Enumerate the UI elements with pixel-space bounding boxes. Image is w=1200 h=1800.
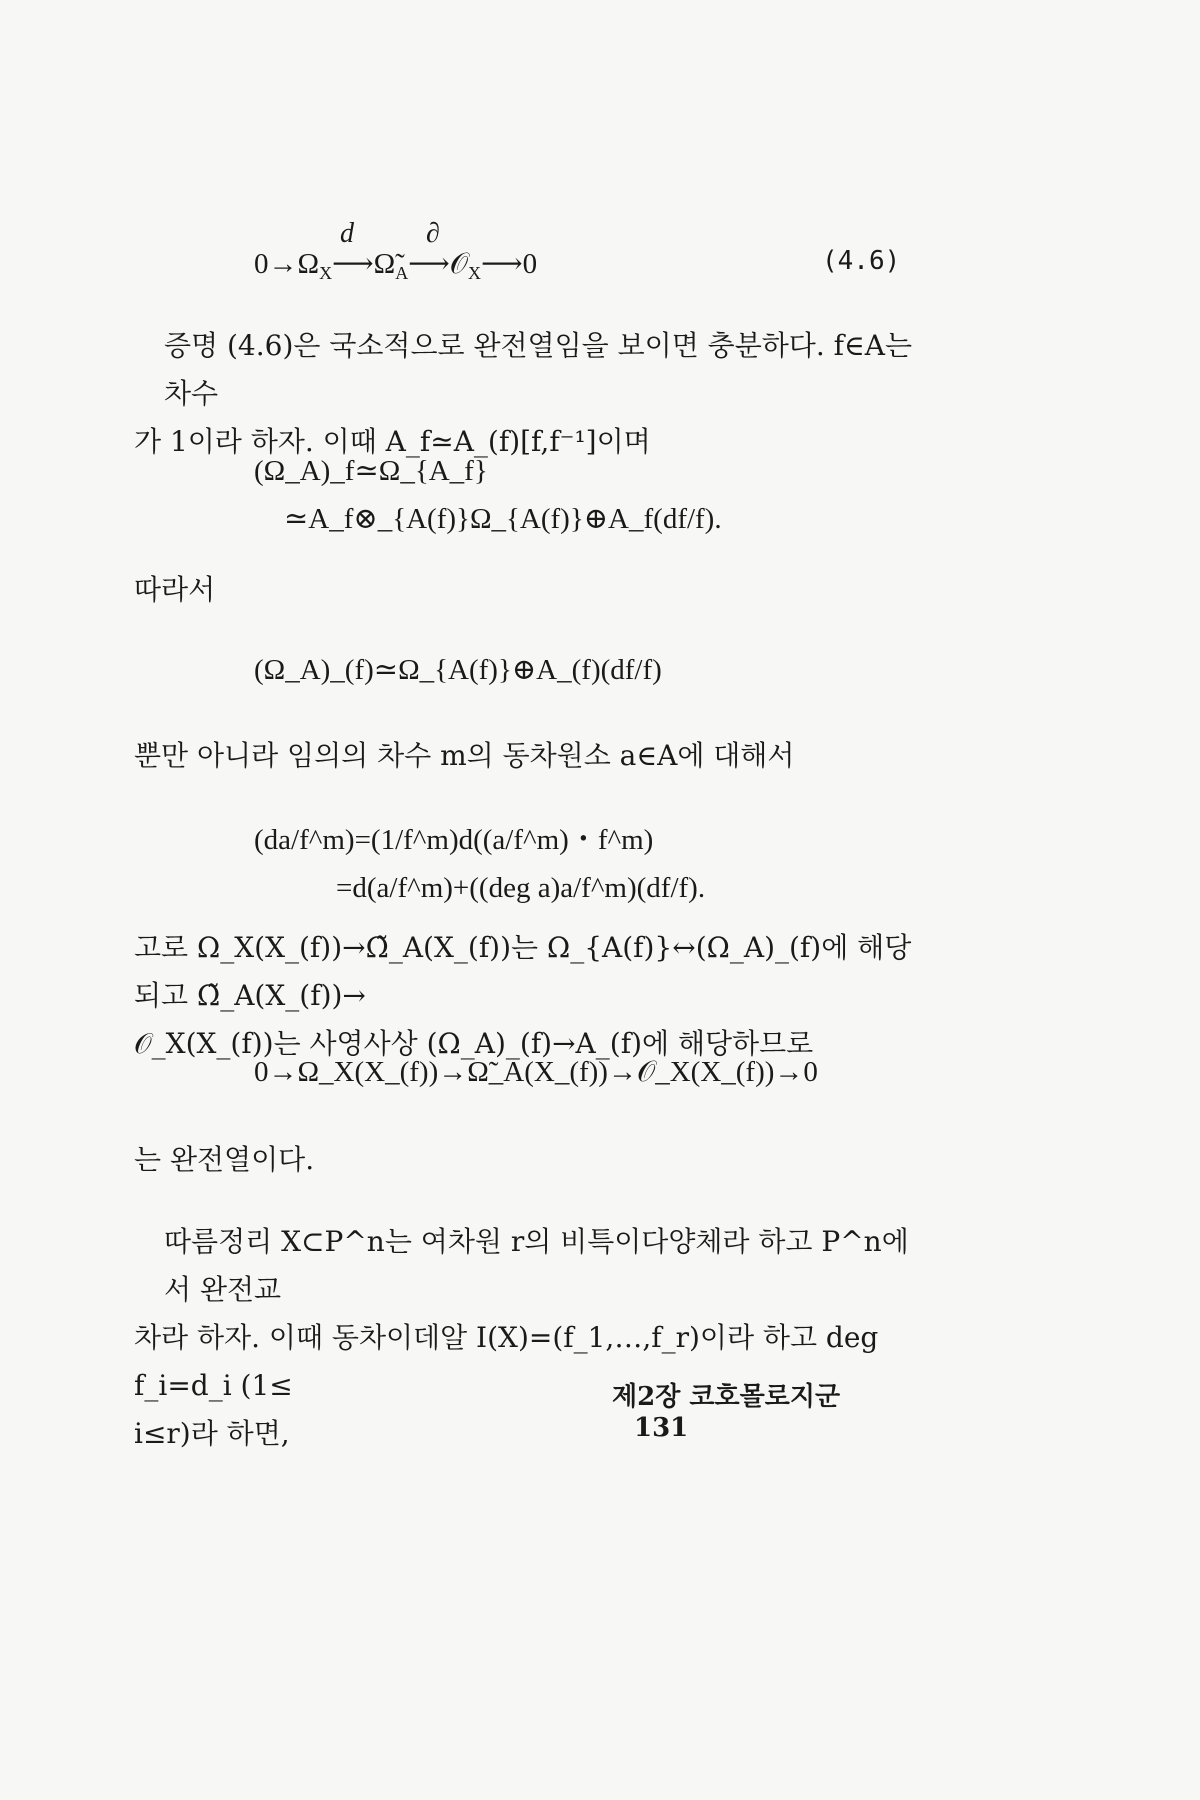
exact-text: 는 완전열이다. xyxy=(134,1143,315,1176)
arrow-d: ⟶ xyxy=(332,248,374,280)
exact-sequence xyxy=(254,246,537,284)
moreover-text: 뿐만 아니라 임의의 차수 m의 동차원소 a∈A에 대해서 xyxy=(134,739,795,772)
hence-paragraph xyxy=(134,924,924,1068)
corollary-line-2: 차라 하자. 이때 동차이데알 I(X)=(f_1,…,f_r)이라 하고 deg f_i=d_i (1≤ xyxy=(134,1321,879,1402)
equation-4-6 xyxy=(254,218,904,298)
arrow-label-d: d xyxy=(340,218,354,249)
therefore-text: 따라서 xyxy=(134,573,216,606)
equation-differential xyxy=(254,816,705,912)
proof-line-1: 증명 (4.6)은 국소적으로 완전열임을 보이면 충분하다. f∈A는 차수 xyxy=(164,329,913,410)
eqC-line-2: =d(a/f^m)+((deg a)a/f^m)(df/f). xyxy=(336,872,706,904)
sub-a: A xyxy=(395,262,409,283)
sub-x: X xyxy=(319,262,333,283)
corollary-line-3: i≤r)라 하면, xyxy=(134,1417,290,1450)
page-footer xyxy=(612,1376,912,1443)
equation-exact-sequence: 0→Ω_X(X_(f))→Ω̃_A(X_(f))→𝒪_X(X_(f))→0 xyxy=(254,1056,818,1088)
sub-x2: X xyxy=(468,262,482,283)
equation-localization xyxy=(254,447,722,543)
arrow-3: ⟶ xyxy=(481,248,523,280)
equation-degree-zero: (Ω_A)_(f)≃Ω_{A(f)}⊕A_(f)(df/f) xyxy=(254,654,662,686)
corollary-line-1: 따름정리 X⊂P^n는 여차원 r의 비특이다양체라 하고 P^n에서 완전교 xyxy=(164,1225,909,1306)
eqA-line-2: ≃A_f⊗_{A(f)}Ω_{A(f)}⊕A_f(df/f). xyxy=(284,503,722,535)
eqC-line-1: (da/f^m)=(1/f^m)d((a/f^m)・f^m) xyxy=(254,824,654,856)
equation-number: (4.6) xyxy=(822,246,901,276)
arrow-partial: ⟶ xyxy=(408,248,450,280)
hence-line-2: 𝒪_X(X_(f))는 사영사상 (Ω_A)_(f)→A_(f)에 해당하므로 xyxy=(134,1027,814,1060)
proof-line-2: 가 1이라 하자. 이때 A_f≃A_(f)[f,f⁻¹]이며 xyxy=(134,425,651,458)
hence-line-1: 고로 Ω_X(X_(f))→Ω̃_A(X_(f))는 Ω_{A(f)}↔(Ω_A)_(f)에 해당되고 Ω̃_A(X_(f))→ xyxy=(134,931,912,1012)
chapter-title: 제2장 코호몰로지군 xyxy=(612,1382,841,1412)
structure-sheaf: 𝒪 xyxy=(449,248,469,280)
seq-end: 0 xyxy=(522,248,538,280)
proof-paragraph xyxy=(134,322,924,466)
seq-start: 0→Ω xyxy=(254,248,320,280)
omega-tilde: Ω̃ xyxy=(373,248,396,280)
eqA-line-1: (Ω_A)_f≃Ω_{A_f} xyxy=(254,455,488,487)
page-number: 131 xyxy=(634,1413,689,1443)
arrow-label-partial: ∂ xyxy=(426,218,440,249)
